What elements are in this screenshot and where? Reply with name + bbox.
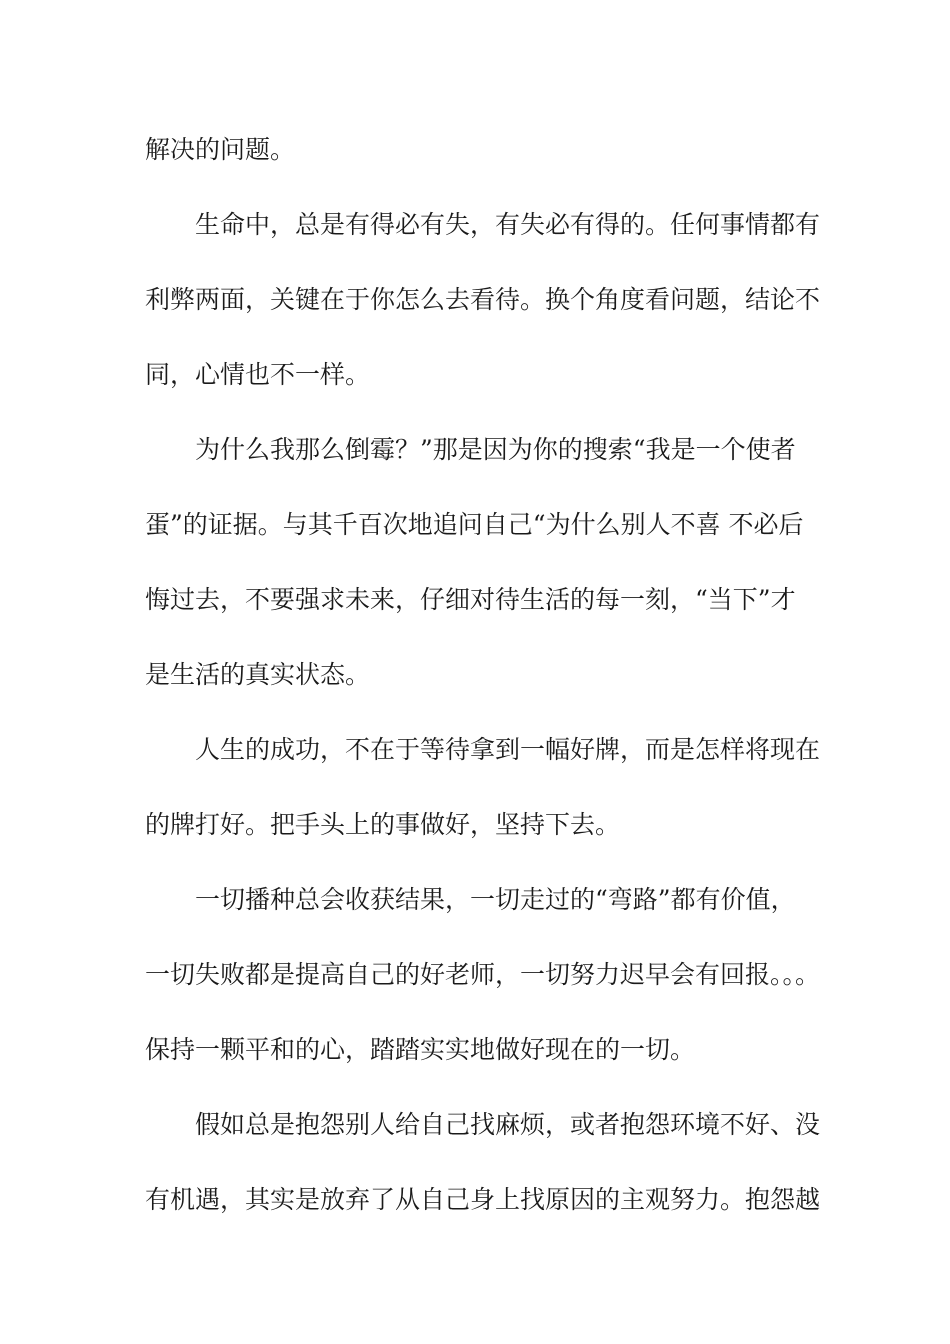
text-line: 悔过去，不要强求未来，仔细对待生活的每一刻，“当下”才 — [145, 585, 796, 614]
text-line: 生命中，总是有得必有失，有失必有得的。任何事情都有 — [145, 210, 821, 239]
text-line: 利弊两面，关键在于你怎么去看待。换个角度看问题，结论不 — [145, 285, 821, 314]
text-line: 同，心情也不一样。 — [145, 360, 371, 389]
text-line: 蛋”的证据。与其千百次地追问自己“为什么别人不喜 不必后 — [145, 510, 804, 539]
text-line: 解决的问题。 — [145, 135, 296, 164]
text-line: 保持一颗平和的心，踏踏实实地做好现在的一切。 — [145, 1035, 696, 1064]
text-line: 有机遇，其实是放弃了从自己身上找原因的主观努力。抱怨越 — [145, 1185, 821, 1214]
text-line: 为什么我那么倒霉？”那是因为你的搜索“我是一个使者 — [145, 435, 796, 464]
text-line: 一切失败都是提高自己的好老师，一切努力迟早会有回报。。。 — [145, 960, 821, 989]
text-line: 的牌打好。把手头上的事做好，坚持下去。 — [145, 810, 621, 839]
text-line: 人生的成功，不在于等待拿到一幅好牌，而是怎样将现在 — [145, 735, 821, 764]
text-line: 是生活的真实状态。 — [145, 660, 371, 689]
text-line: 一切播种总会收获结果，一切走过的“弯路”都有价值， — [145, 885, 796, 914]
text-line: 假如总是抱怨别人给自己找麻烦，或者抱怨环境不好、没 — [145, 1110, 821, 1139]
